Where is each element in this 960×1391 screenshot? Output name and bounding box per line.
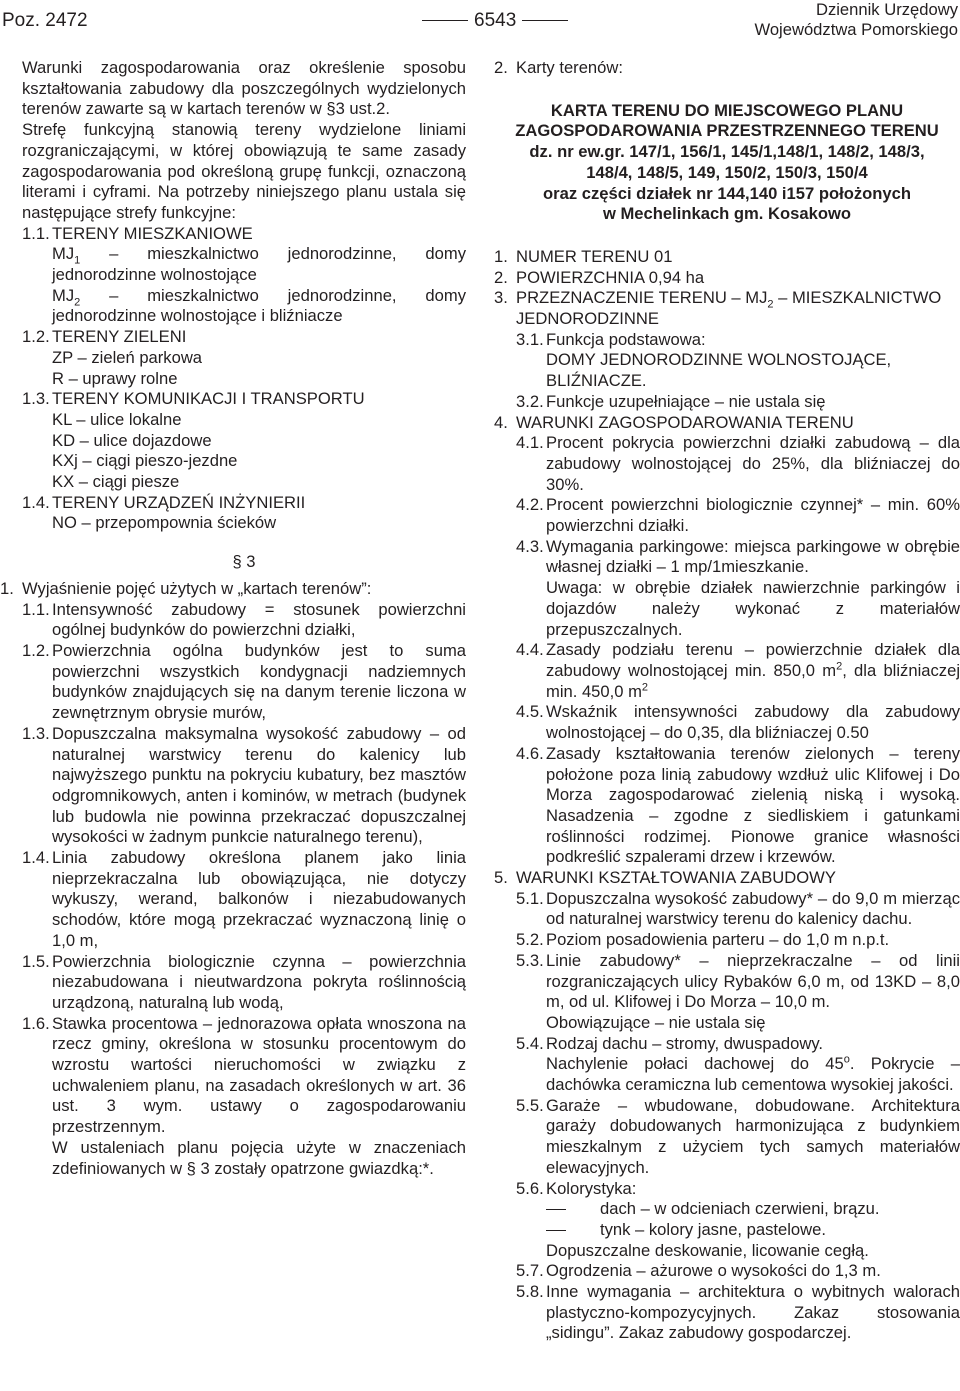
card-subitem: 5.2. Poziom posadowienia parteru – do 1,0 m n.p.t.: [516, 930, 890, 950]
card-item: 5. WARUNKI KSZTAŁTOWANIA ZABUDOWY: [494, 868, 836, 888]
card-subitem: 5.1. Dopuszczalna wysokość zabudowy* – do 9,0 m mierząc od naturalnej warstwicy terenu do kalenicy dachu.: [516, 888, 960, 929]
definition-item: 1.2. Powierzchnia ogólna budynków jest to suma powierzchni wszystkich kondygnacji nadziemnych budynków znajdujących się na danym terenie liczona w zewnętrznym obrysie murów,: [22, 640, 466, 723]
cards-heading: 2. Karty terenów:: [494, 58, 623, 77]
card-subitem: 3.2. Funkcje uzupełniające – nie ustala się: [516, 391, 826, 411]
zone-item: KXj – ciągi pieszo-jezdne: [52, 451, 238, 471]
card-subitem: 5.6. Kolorystyka: dach – w odcieniach czerwieni, brązu. tynk – kolory jasne, pastelowe. Dopuszczalne deskowanie, licowanie cegłą.: [494, 1179, 960, 1262]
page-header: [0, 0, 960, 44]
zone-item: $MJ_1$ – mieszkalnictwo jednorodzinne, domy jednorodzinne wolnostojące: [52, 244, 466, 285]
right-column: [494, 58, 960, 1344]
card-subitem: 5.7. Ogrodzenia – ażurowe o wysokości do 1,3 m.: [516, 1261, 881, 1281]
section-heading: 1.2. TERENY ZIELENI: [22, 327, 187, 347]
card-subitem: 4.1. Procent pokrycia powierzchni działki zabudową – dla zabudowy wolnostojącej do 25%, dla bliźniaczej do 30%.: [516, 433, 960, 494]
definition-note: W ustaleniach planu pojęcia użyte w znaczeniach zdefiniowanych w § 3 zostały opatrzone gwiazdką:*.: [52, 1137, 466, 1178]
page-number: 6543: [416, 10, 574, 32]
card-subitem: 5.3. Linie zabudowy* – nieprzekraczalne – od linii rozgraniczających ulicy Rybaków 6,0 m, od 13KD – 8,0 m, od ul. Klifowej i Do Morza – 10,0 m. Obowiązujące – nie ustala się: [516, 950, 960, 1032]
zone-item: NO – przepompownia ścieków: [52, 513, 277, 533]
definitions-heading: 1. Wyjaśnienie pojęć użytych w „kartach terenów”:: [0, 578, 372, 598]
left-column: [0, 58, 466, 1179]
card-subitem: 5.4. Rodzaj dachu – stromy, dwuspadowy. Nachylenie połaci dachowej do 45$^o$. Pokrycie – dachówka ceramiczna lub cementowa wysokiej jakości.: [516, 1033, 960, 1095]
card-subitem: 5.5. Garaże – wbudowane, dobudowane. Architektura garaży dobudowanych harmonizująca z budynkiem mieszkalnym z użyciem tych samych materiałów elewacyjnych.: [516, 1095, 960, 1177]
card-subitem: 4.2. Procent powierzchni biologicznie czynnej* – min. 60% powierzchni działki.: [516, 495, 960, 536]
zone-item: KX – ciągi piesze: [52, 472, 180, 492]
paragraph-sign: § 3: [232, 552, 256, 572]
card-subitem: 4.6. Zasady kształtowania terenów zielonych – tereny położone poza linią zabudowy wzdłuż ulic Klifowej i Do Morza zagospodarować zielenią niską i wysoką. Nasadzenia – zgodne z siedliskiem i gatunkami roślinności rodzimej. Pionowe granice własności podkreślić szpalerami drzew i krzewów.: [516, 743, 960, 867]
zone-item: ZP – zieleń parkowa: [52, 347, 203, 367]
card-item: 2. POWIERZCHNIA 0,94 ha: [494, 267, 705, 287]
card-subitem: 3.1. Funkcja podstawowa: DOMY JEDNORODZINNE WOLNOSTOJĄCE, BLIŹNIACZE.: [516, 329, 892, 391]
section-heading: 1.3. TERENY KOMUNIKACJI I TRANSPORTU: [22, 389, 365, 409]
definition-item: 1.1. Intensywność zabudowy = stosunek powierzchni ogólnej budynków do powierzchni działki,: [22, 599, 466, 640]
paragraph: Strefę funkcyjną stanowią tereny wydzielone liniami rozgraniczającymi, w której obowiązują te same zasady zagospodarowania pod określoną grupę funkcji, oznaczoną literami i cyframi. Na potrzeby niniejszego planu ustala się następujące strefy funkcyjne:: [22, 120, 466, 222]
zone-item: KD – ulice dojazdowe: [52, 430, 212, 450]
definition-item: 1.3. Dopuszczalna maksymalna wysokość zabudowy – od naturalnej warstwicy terenu do kalenicy lub najwyższego punktu na pokryciu kubatury, bez masztów odgromnikowych, anten i kominów, w metrach (budynek lub budowla nie powinna przekraczać dopuszczalnej wysokości w żadnym punkcie naturalnego terenu),: [22, 723, 466, 847]
card-subitem: 4.4. Zasady podziału terenu – powierzchnie działek dla zabudowy wolnostojącej min. 850,0 $m^2$, dla bliźniaczej min. 450,0 $m^2$: [516, 640, 960, 701]
dash-right: [522, 20, 568, 21]
zone-item: KL – ulice lokalne: [52, 409, 182, 429]
card-item: 4. WARUNKI ZAGOSPODAROWANIA TERENU: [494, 412, 854, 432]
paragraph: Warunki zagospodarowania oraz określenie sposobu kształtowania zabudowy dla poszczególnych wydzielonych terenów zawarte są w kartach terenów w §3 ust.2.: [22, 58, 466, 119]
card-item: 1. NUMER TERENU 01: [494, 246, 673, 266]
definition-item: 1.5. Powierzchnia biologicznie czynna – powierzchnia niezabudowana i nieutwardzona pokryta roślinnością urządzoną, naturalną lub wodą,: [22, 951, 466, 1012]
dash-list-item: tynk – kolory jasne, pastelowe.: [546, 1220, 960, 1241]
zone-item: $MJ_2$ – mieszkalnictwo jednorodzinne, domy jednorodzinne wolnostojące i bliźniacze: [52, 285, 466, 326]
dash-list-item: dach – w odcieniach czerwieni, brązu.: [546, 1199, 960, 1220]
card-title: KARTA TERENU DO MIEJSCOWEGO PLANU ZAGOSPODAROWANIA PRZESTRZENNEGO TERENU dz. nr ew.gr. 147/1, 156/1, 145/1,148/1, 148/2, 148/3, 148/4, 148/5, 149, 150/2, 150/3, 150/4 oraz części działek nr 144,140 i157 położonych w Mechelinkach gm. Kosakowo: [515, 100, 939, 224]
dash-left: [422, 20, 468, 21]
card-subitem: 4.5. Wskaźnik intensywności zabudowy dla zabudowy wolnostojącej – do 0,35, dla bliźniaczej 0.50: [516, 702, 960, 743]
definition-item: 1.4. Linia zabudowy określona planem jako linia nieprzekraczalna lub obowiązująca, nie dotyczy wykuszy, werand, balkonów i niezabudowanych schodów, które mogą przekraczać wyznaczoną linię o 1,0 m,: [22, 848, 466, 950]
card-subitem: 5.8. Inne wymagania – architektura o wybitnych walorach plastyczno-kompozycyjnych. Zakaz stosowania „sidingu”. Zakaz zabudowy gospodarczej.: [516, 1282, 960, 1343]
section-heading: 1.1. TERENY MIESZKANIOWE: [22, 223, 253, 243]
position-number: Poz. 2472: [2, 10, 88, 31]
card-subitem: 4.3. Wymagania parkingowe: miejsca parkingowe w obrębie własnej działki – 1 mp/1mieszkanie. Uwaga: w obrębie działek nawierzchnie parkingów i dojazdów należy wykonać z materiałów przepuszczalnych.: [516, 536, 960, 639]
section-heading: 1.4. TERENY URZĄDZEŃ INŻYNIERII: [22, 492, 306, 512]
zone-item: R – uprawy rolne: [52, 368, 178, 388]
journal-name: Dziennik Urzędowy Województwa Pomorskiego: [754, 0, 958, 39]
card-item: 3. PRZEZNACZENIE TERENU – $MJ_2$ – MIESZKALNICTWO JEDNORODZINNE: [494, 288, 942, 329]
definition-item: 1.6. Stawka procentowa – jednorazowa opłata wnoszona na rzecz gminy, określona w stosunku procentowym do wzrostu wartości nieruchomości w związku z uchwaleniem planu, na zasadach określonych w art. 36 ust. 3 wym. ustawy o zagospodarowaniu przestrzennym.: [22, 1013, 466, 1137]
